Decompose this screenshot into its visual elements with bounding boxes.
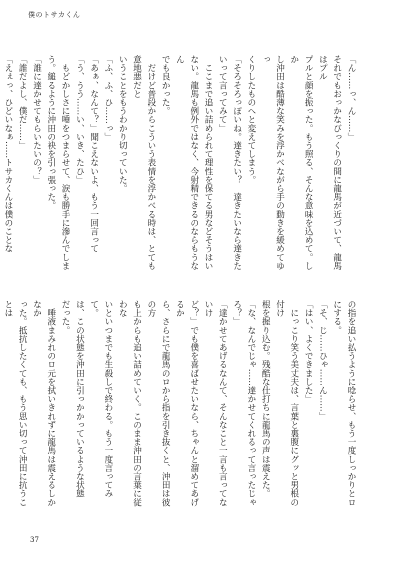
- text-line: ろ？」: [231, 300, 242, 326]
- text-line: いって言ってみて」: [217, 55, 228, 133]
- text-line: [0, 55, 1, 277]
- text-line: ど？」でも僕を喜ばせたいなら、ちゃんと溜めてあげるか: [174, 300, 199, 507]
- text-line: くりしたものへと変えてしまう。: [245, 55, 256, 184]
- text-line: は、この状態を沖田に引っかかっているような状態: [74, 300, 85, 498]
- text-line: ない。龍馬も例外ではなく、今射精できるのならもうなん: [174, 55, 199, 270]
- text-line: う。縋るように沖田の袂を引っ張った。: [45, 55, 56, 210]
- text-line: にっこり笑う美丈夫は、言葉と裏腹にグッと男根の付け: [274, 300, 299, 507]
- text-line: 「そろそろっぽいね。達きたい？ 達きたいなら達きた: [231, 55, 242, 270]
- lower-text-block: [2, 300, 358, 512]
- text-line: 唾液まみれのロ元を拭いきれずに龍馬は震えるしかなか: [31, 300, 56, 507]
- text-line: だけど普段からこういう表情を浮かべる時は、とても意地悪だと: [131, 55, 156, 270]
- text-line: った。抵抗したくても、もう思い切って沖田に抗うことは: [2, 300, 28, 507]
- text-line: 「そ、じ……ひゃ……ん……」: [317, 300, 328, 421]
- running-header-title: 僕のトサカくん: [28, 11, 81, 19]
- text-line: 「う、うう……い、いき、たひ」: [74, 55, 85, 184]
- text-line: 「ん……っ、ん……」: [346, 55, 356, 141]
- upper-text-block: [2, 55, 358, 277]
- text-line: 「あぁ、なんて？」聞こえないよ、もう一回言って: [88, 55, 99, 253]
- text-line: プルと顔を振った。もう照る、そんな意味を込めて。しか: [288, 55, 314, 270]
- text-line: だった。: [60, 300, 71, 335]
- text-line: 根を握り込む。残酷な仕打ちに龍馬の声は震えた。: [260, 300, 271, 498]
- page-number: 37: [30, 536, 39, 544]
- text-line: 「ふ、ふ、ひ……っ」: [102, 55, 113, 141]
- text-line: 「誰だよし、僕だ……」: [17, 55, 28, 150]
- text-line: ここまで追い詰められて理性を保てる男などそうはい: [203, 55, 214, 270]
- text-line: 「な、なんでじゃ……達かせてくれるって言ったじゃ: [245, 300, 256, 507]
- text-line: [0, 300, 1, 512]
- text-line: それでもおっかなびっくりの間に龍馬が近づいて、龍馬はプル: [317, 55, 342, 270]
- text-line: 「誰に達かせてもらいたいの？」: [31, 55, 42, 184]
- text-line: いうことをもうわかり切っていた。: [117, 55, 128, 193]
- text-line: でも良かった。: [160, 55, 171, 116]
- text-line: 「えぇっ、ひどいなぁ……トサカくんは僕のことな: [2, 55, 13, 253]
- text-line: ら、さらにで龍馬のロから指を引き抜くと、沖田は彼の方: [145, 300, 171, 507]
- text-line: 「はい、よくできました」: [303, 300, 314, 404]
- text-line: も上からも追い詰めていく。このまま沖田の言葉に従わな: [117, 300, 142, 507]
- text-line: し沖田は酷薄な笑みを浮かべながら手の動きを緩めてゆっ: [260, 55, 285, 270]
- text-line: の指を追い払うように唸らせ、もう一度しっかりとロにする。: [331, 300, 356, 507]
- text-line: 「達かせてあげるなんて、そんなこと一言も言ってないけ: [203, 300, 228, 507]
- text-line: いといつまでも生殺しで終わる。もう一度言ってみて。: [88, 300, 113, 498]
- text-line: もどかしさに唾をつまらせて、涙も勝手に滲んでしま: [60, 55, 71, 270]
